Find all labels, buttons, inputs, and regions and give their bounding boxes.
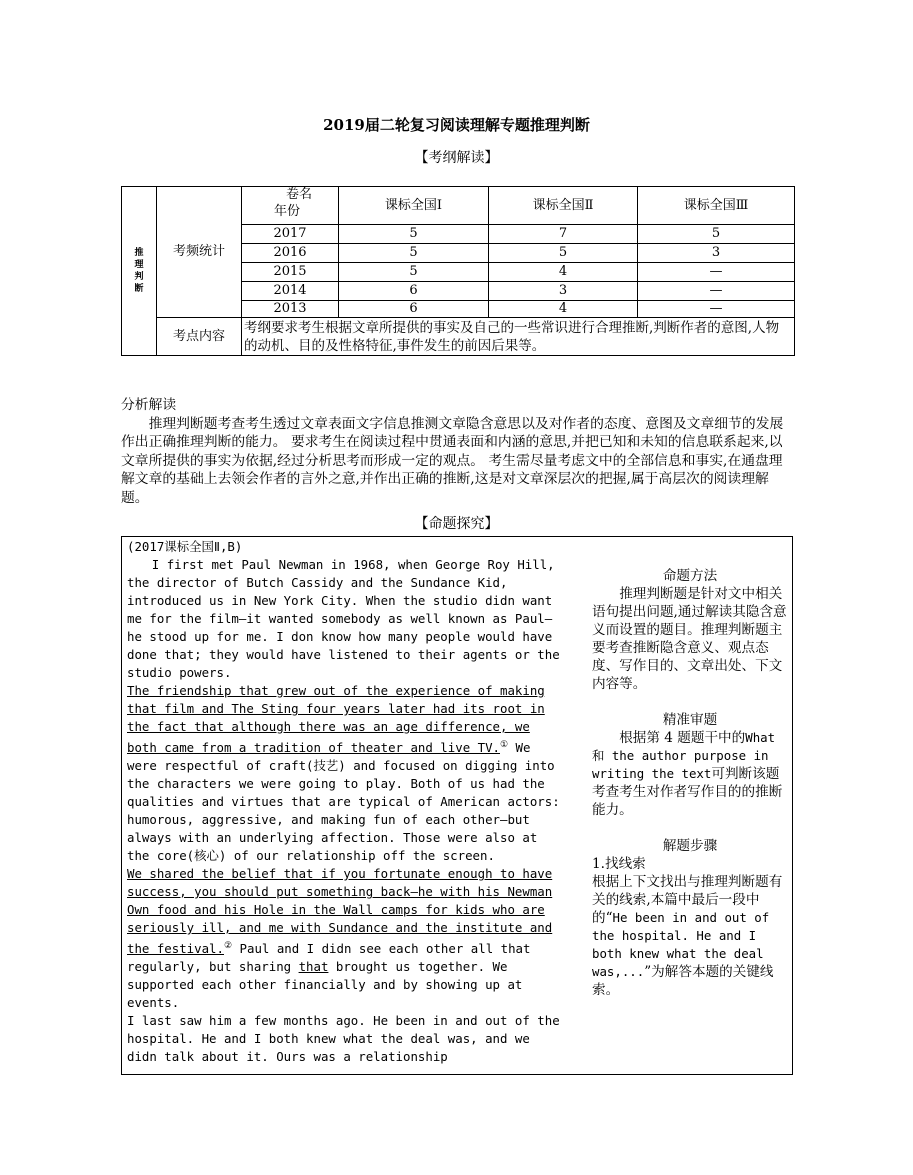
sidebar-heading-steps: 解题步骤 (662, 838, 718, 854)
table-row: 2015 5 4 — (122, 263, 795, 282)
sidebar-heading-review: 精准审题 (662, 712, 718, 728)
row-label-content: 考点内容 (157, 318, 242, 356)
column-header: 课标全国Ⅰ (339, 187, 489, 225)
sidebar-text-review: 根据第 4 题题干中的What 和 the author purpose in writing the text可判断该题考查考生对作者写作目的的推断能力。 (592, 730, 783, 818)
reading-passage (127, 538, 565, 1066)
passage-paragraph-4: I last saw him a few months ago. He been in and out of the hospital. He and I both knew what the deal was, and we didn talk about it. Ours was a relationship (127, 1013, 560, 1065)
column-header: 课标全国Ⅲ (638, 187, 795, 225)
footnote-mark: ① (500, 740, 509, 750)
section-heading-outline: 【考纲解读】 (414, 150, 499, 166)
header-diagonal-cell: 卷名 年份 (242, 187, 339, 225)
sidebar-text-method: 推理判断题是针对文中相关语句提出问题,通过解读其隐含意义而设置的题目。推理判断题主要考查推断隐含意义、观点态度、写作目的、文章出处、下文内容等。 (592, 586, 787, 692)
table-row: 2016 5 5 3 (122, 244, 795, 263)
passage-paragraph-2: The friendship that grew out of the experience of making that film and The Sting four years later had its root in the fact that although there was an age difference, we both came from a tradition of theater and live TV.① We were respectful of craft(技艺) and focused on digging into the characters we were going to play. Both of us had the qualities and virtues that are typical of American actors: humorous, aggressive, and making fun of each other—but always with an underlying affection. Those were also at the core(核心) of our relationship off the screen. (127, 683, 560, 864)
passage-source: (2017课标全国Ⅱ,B) (127, 539, 243, 554)
analysis-paragraph: 推理判断题考查考生透过文章表面文字信息推测文章隐含意思以及对作者的态度、意图及文章细节的发展作出正确推理判断的能力。 要求考生在阅读过程中贯通表面和内涵的意思,并把已知和未知的信息联系起来,以文章所提供的事实为依据,经过分析思考而形成一定的观点。 考生需尽量考虑文中的全部信息和事实,在通盘理解文章的基础上去领会作者的言外之意,并作出正确的推断,这是对文章深层次的把握,属于高层次的阅读理解题。 (121, 415, 784, 506)
passage-paragraph-1: I first met Paul Newman in 1968, when George Roy Hill, the director of Butch Cassidy and the Sundance Kid, introduced us in New York City. When the studio didn want me for the film—it wanted somebody as well known as Paul—he stood up for me. I don know how many people would have done that; they would have listened to their agents or the studio powers. (127, 557, 560, 680)
table-row: 2014 6 3 — (122, 282, 795, 301)
column-header: 课标全国Ⅱ (489, 187, 638, 225)
footnote-mark: ② (223, 941, 233, 952)
sidebar-text-steps: 根据上下文找出与推理判断题有关的线索,本篇中最后一段中的“He been in and out of the hospital. He and I both knew what the deal was,...”为解答本题的关键线索。 (592, 874, 783, 998)
analysis-section (121, 396, 794, 507)
table-row: 2017 5 7 5 (122, 225, 795, 244)
content-text: 考纲要求考生根据文章所提供的事实及自己的一些常识进行合理推断,判断作者的意图,人物的动机、目的及性格特征,事件发生的前因后果等。 (242, 318, 795, 356)
exploration-box (121, 536, 793, 1075)
section-heading-exploration: 【命题探究】 (414, 516, 499, 532)
stats-table (121, 186, 795, 356)
analysis-sidebar (592, 567, 788, 999)
sidebar-heading-method: 命题方法 (662, 568, 718, 584)
passage-paragraph-3: We shared the belief that if you fortunate enough to have success, you should put something back—he with his Newman Own food and his Hole in the Wall camps for kids who are seriously ill, and me with Sundance and the institute and the festival.② Paul and I didn see each other all that regularly, but sharing that brought us together. We supported each other financially and by showing up at events. (127, 866, 553, 1011)
analysis-heading: 分析解读 (121, 397, 177, 413)
row-label-frequency: 考频统计 (157, 187, 242, 318)
sidebar-step-label: 1.找线索 (592, 856, 646, 872)
page-title: 2019届二轮复习阅读理解专题推理判断 (323, 116, 590, 134)
side-label: 推 理 判 断 (122, 187, 157, 356)
table-row: 2013 6 4 — (122, 301, 795, 318)
